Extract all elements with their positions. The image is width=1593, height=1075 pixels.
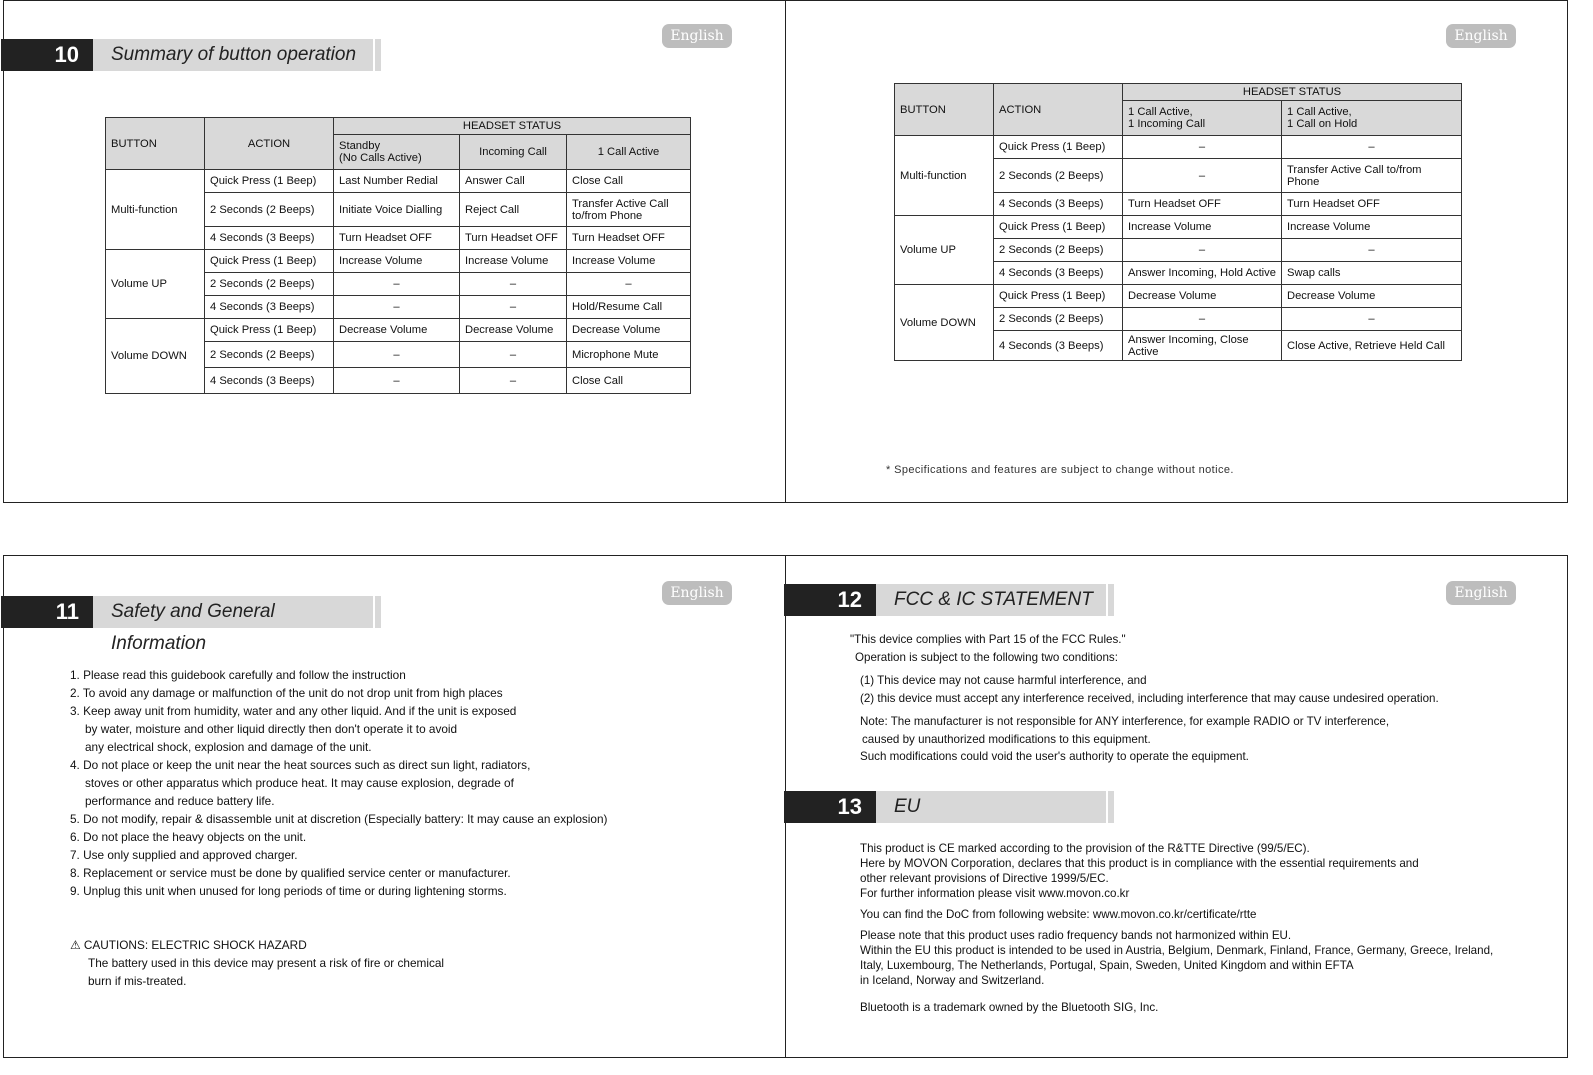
- table-row: [106, 319, 691, 342]
- list-item: by water, moisture and other liquid directly then don't operate it to avoid: [85, 722, 458, 736]
- safety-list: [70, 666, 607, 900]
- page-section-12-13: [785, 555, 1568, 1058]
- header-call-active: 1 Call Active: [567, 135, 691, 170]
- action-cell: 2 Seconds (2 Beeps): [205, 273, 334, 296]
- list-item: 3. Keep away unit from humidity, water and any other liquid. And if the unit is exposed: [70, 704, 517, 718]
- active-incoming-cell: Answer Incoming, Close Active: [1123, 331, 1282, 361]
- caution-text: The battery used in this device may present a risk of fire or chemical: [88, 956, 445, 970]
- text-line: Bluetooth is a trademark owned by the Bluetooth SIG, Inc.: [860, 1001, 1159, 1014]
- active-hold-cell: Transfer Active Call to/from Phone: [1282, 159, 1462, 193]
- active-incoming-cell: –: [1123, 159, 1282, 193]
- fcc-text: [850, 631, 1439, 766]
- active-hold-cell: –: [1282, 136, 1462, 159]
- action-cell: Quick Press (1 Beep): [205, 170, 334, 193]
- list-item: 2. To avoid any damage or malfunction of the unit do not drop unit from high places: [70, 686, 503, 700]
- text-line: other relevant provisions of Directive 1999/5/EC.: [860, 872, 1109, 885]
- text-line: Such modifications could void the user's authority to operate the equipment.: [860, 750, 1249, 763]
- list-item: 4. Do not place or keep the unit near the heat sources such as direct sun light, radiators,: [70, 758, 531, 772]
- active-cell: Transfer Active Call to/from Phone: [567, 193, 691, 227]
- active-cell: Increase Volume: [567, 250, 691, 273]
- active-incoming-cell: Increase Volume: [1123, 216, 1282, 239]
- active-incoming-cell: Turn Headset OFF: [1123, 193, 1282, 216]
- header-standby: Standby (No Calls Active): [334, 135, 460, 170]
- header-action: ACTION: [994, 84, 1123, 136]
- list-item: 5. Do not modify, repair & disassemble unit at discretion (Especially battery: It may cause an explosion): [70, 812, 608, 826]
- incoming-cell: –: [460, 296, 567, 319]
- button-name-cell: Volume DOWN: [895, 285, 994, 361]
- incoming-cell: Increase Volume: [460, 250, 567, 273]
- incoming-cell: Turn Headset OFF: [460, 227, 567, 250]
- table-row: [895, 216, 1462, 239]
- table-row: [106, 250, 691, 273]
- language-badge: English: [662, 581, 732, 605]
- active-cell: –: [567, 273, 691, 296]
- standby-cell: Initiate Voice Dialling: [334, 193, 460, 227]
- text-line: This product is CE marked according to the provision of the R&TTE Directive (99/5/EC).: [860, 842, 1310, 855]
- active-hold-cell: –: [1282, 239, 1462, 262]
- list-item: stoves or other apparatus which produce heat. It may cause explosion, degrade of: [85, 776, 514, 790]
- language-badge: English: [1446, 581, 1516, 605]
- action-cell: 2 Seconds (2 Beeps): [994, 239, 1123, 262]
- standby-cell: Last Number Redial: [334, 170, 460, 193]
- incoming-cell: –: [460, 368, 567, 394]
- section-title: Safety and General Information: [93, 596, 373, 628]
- active-hold-cell: Decrease Volume: [1282, 285, 1462, 308]
- list-item: any electrical shock, explosion and damage of the unit.: [85, 740, 372, 754]
- action-cell: Quick Press (1 Beep): [994, 216, 1123, 239]
- section-title: Summary of button operation: [93, 39, 373, 71]
- button-operation-table: [105, 117, 691, 394]
- text-line: (1) This device may not cause harmful interference, and: [860, 674, 1147, 687]
- text-line: in Iceland, Norway and Switzerland.: [860, 974, 1045, 987]
- header-active-hold: 1 Call Active, 1 Call on Hold: [1282, 101, 1462, 136]
- text-line: Within the EU this product is intended to be used in Austria, Belgium, Denmark, Finland, France, Germany, Greece, Ireland,: [860, 944, 1494, 957]
- warning-triangle-icon: ⚠: [70, 938, 81, 952]
- table-row: [895, 285, 1462, 308]
- header-active-incoming: 1 Call Active, 1 Incoming Call: [1123, 101, 1282, 136]
- active-cell: Hold/Resume Call: [567, 296, 691, 319]
- action-cell: 4 Seconds (3 Beeps): [994, 193, 1123, 216]
- text-line: Note: The manufacturer is not responsible for ANY interference, for example RADIO or TV interference,: [860, 715, 1390, 728]
- active-hold-cell: Increase Volume: [1282, 216, 1462, 239]
- text-line: "This device complies with Part 15 of the FCC Rules.": [850, 633, 1126, 646]
- table-row: [895, 136, 1462, 159]
- incoming-cell: Decrease Volume: [460, 319, 567, 342]
- standby-cell: Increase Volume: [334, 250, 460, 273]
- active-cell: Decrease Volume: [567, 319, 691, 342]
- text-line: caused by unauthorized modifications to this equipment.: [862, 732, 1151, 746]
- button-operation-table-continued: [894, 83, 1462, 361]
- action-cell: 4 Seconds (3 Beeps): [205, 227, 334, 250]
- caution-title: CAUTIONS: ELECTRIC SHOCK HAZARD: [83, 938, 307, 952]
- active-cell: Turn Headset OFF: [567, 227, 691, 250]
- active-hold-cell: Turn Headset OFF: [1282, 193, 1462, 216]
- list-item: 9. Unplug this unit when unused for long periods of time or during lightening storms.: [70, 884, 507, 898]
- standby-cell: –: [334, 368, 460, 394]
- caution-block: [70, 936, 444, 990]
- action-cell: Quick Press (1 Beep): [205, 319, 334, 342]
- list-item: performance and reduce battery life.: [85, 794, 275, 808]
- action-cell: 4 Seconds (3 Beeps): [994, 262, 1123, 285]
- header-action: ACTION: [205, 118, 334, 170]
- action-cell: Quick Press (1 Beep): [205, 250, 334, 273]
- caution-text: burn if mis-treated.: [88, 974, 187, 988]
- text-line: Please note that this product uses radio frequency bands not harmonized within EU.: [860, 929, 1292, 942]
- section-number: 10: [1, 39, 93, 71]
- section-number: 12: [784, 584, 876, 616]
- standby-cell: Decrease Volume: [334, 319, 460, 342]
- header-button: BUTTON: [895, 84, 994, 136]
- eu-text: [860, 841, 1493, 1015]
- incoming-cell: –: [460, 273, 567, 296]
- section-number: 11: [1, 596, 93, 628]
- section-title: EU: [876, 791, 1106, 823]
- active-incoming-cell: –: [1123, 239, 1282, 262]
- action-cell: 2 Seconds (2 Beeps): [205, 342, 334, 368]
- incoming-cell: Reject Call: [460, 193, 567, 227]
- action-cell: 4 Seconds (3 Beeps): [205, 368, 334, 394]
- action-cell: Quick Press (1 Beep): [994, 285, 1123, 308]
- active-cell: Close Call: [567, 170, 691, 193]
- page-section-10: [3, 0, 786, 503]
- action-cell: 4 Seconds (3 Beeps): [205, 296, 334, 319]
- section-title: FCC & IC STATEMENT: [876, 584, 1106, 616]
- text-line: You can find the DoC from following website: www.movon.co.kr/certificate/rtte: [860, 908, 1257, 921]
- button-name-cell: Volume DOWN: [106, 319, 205, 394]
- header-headset-status: HEADSET STATUS: [334, 118, 691, 135]
- language-badge: English: [1446, 24, 1516, 48]
- page-section-11: [3, 555, 786, 1058]
- action-cell: 4 Seconds (3 Beeps): [994, 331, 1123, 361]
- button-name-cell: Volume UP: [895, 216, 994, 285]
- language-badge: English: [662, 24, 732, 48]
- action-cell: 2 Seconds (2 Beeps): [994, 159, 1123, 193]
- text-line: For further information please visit www.movon.co.kr: [860, 887, 1130, 900]
- header-headset-status: HEADSET STATUS: [1123, 84, 1462, 101]
- text-line: Operation is subject to the following two conditions:: [855, 650, 1118, 664]
- active-incoming-cell: Decrease Volume: [1123, 285, 1282, 308]
- footnote: * Specifications and features are subject to change without notice.: [886, 464, 1234, 476]
- action-cell: Quick Press (1 Beep): [994, 136, 1123, 159]
- list-item: 6. Do not place the heavy objects on the unit.: [70, 830, 307, 844]
- incoming-cell: –: [460, 342, 567, 368]
- table-header-row: [895, 84, 1462, 101]
- table-header-row: [106, 118, 691, 135]
- button-name-cell: Volume UP: [106, 250, 205, 319]
- section-number: 13: [784, 791, 876, 823]
- list-item: 8. Replacement or service must be done by qualified service center or manufacturer.: [70, 866, 511, 880]
- page-table-continued: [785, 0, 1568, 503]
- list-item: 7. Use only supplied and approved charger.: [70, 848, 298, 862]
- active-cell: Microphone Mute: [567, 342, 691, 368]
- text-line: Italy, Luxembourg, The Netherlands, Portugal, Spain, Sweden, United Kingdom and within EFTA: [860, 959, 1354, 972]
- table-row: [106, 170, 691, 193]
- action-cell: 2 Seconds (2 Beeps): [994, 308, 1123, 331]
- active-incoming-cell: –: [1123, 308, 1282, 331]
- active-incoming-cell: Answer Incoming, Hold Active: [1123, 262, 1282, 285]
- standby-cell: –: [334, 296, 460, 319]
- active-hold-cell: Swap calls: [1282, 262, 1462, 285]
- incoming-cell: Answer Call: [460, 170, 567, 193]
- action-cell: 2 Seconds (2 Beeps): [205, 193, 334, 227]
- header-button: BUTTON: [106, 118, 205, 170]
- list-item: 1. Please read this guidebook carefully and follow the instruction: [70, 668, 406, 682]
- standby-cell: –: [334, 273, 460, 296]
- active-cell: Close Call: [567, 368, 691, 394]
- active-hold-cell: Close Active, Retrieve Held Call: [1282, 331, 1462, 361]
- standby-cell: –: [334, 342, 460, 368]
- button-name-cell: Multi-function: [895, 136, 994, 216]
- button-name-cell: Multi-function: [106, 170, 205, 250]
- standby-cell: Turn Headset OFF: [334, 227, 460, 250]
- header-incoming-call: Incoming Call: [460, 135, 567, 170]
- text-line: Here by MOVON Corporation, declares that this product is in compliance with the essential requirements and: [860, 857, 1419, 870]
- active-hold-cell: –: [1282, 308, 1462, 331]
- text-line: (2) this device must accept any interference received, including interference that may cause undesired operation.: [860, 691, 1439, 705]
- active-incoming-cell: –: [1123, 136, 1282, 159]
